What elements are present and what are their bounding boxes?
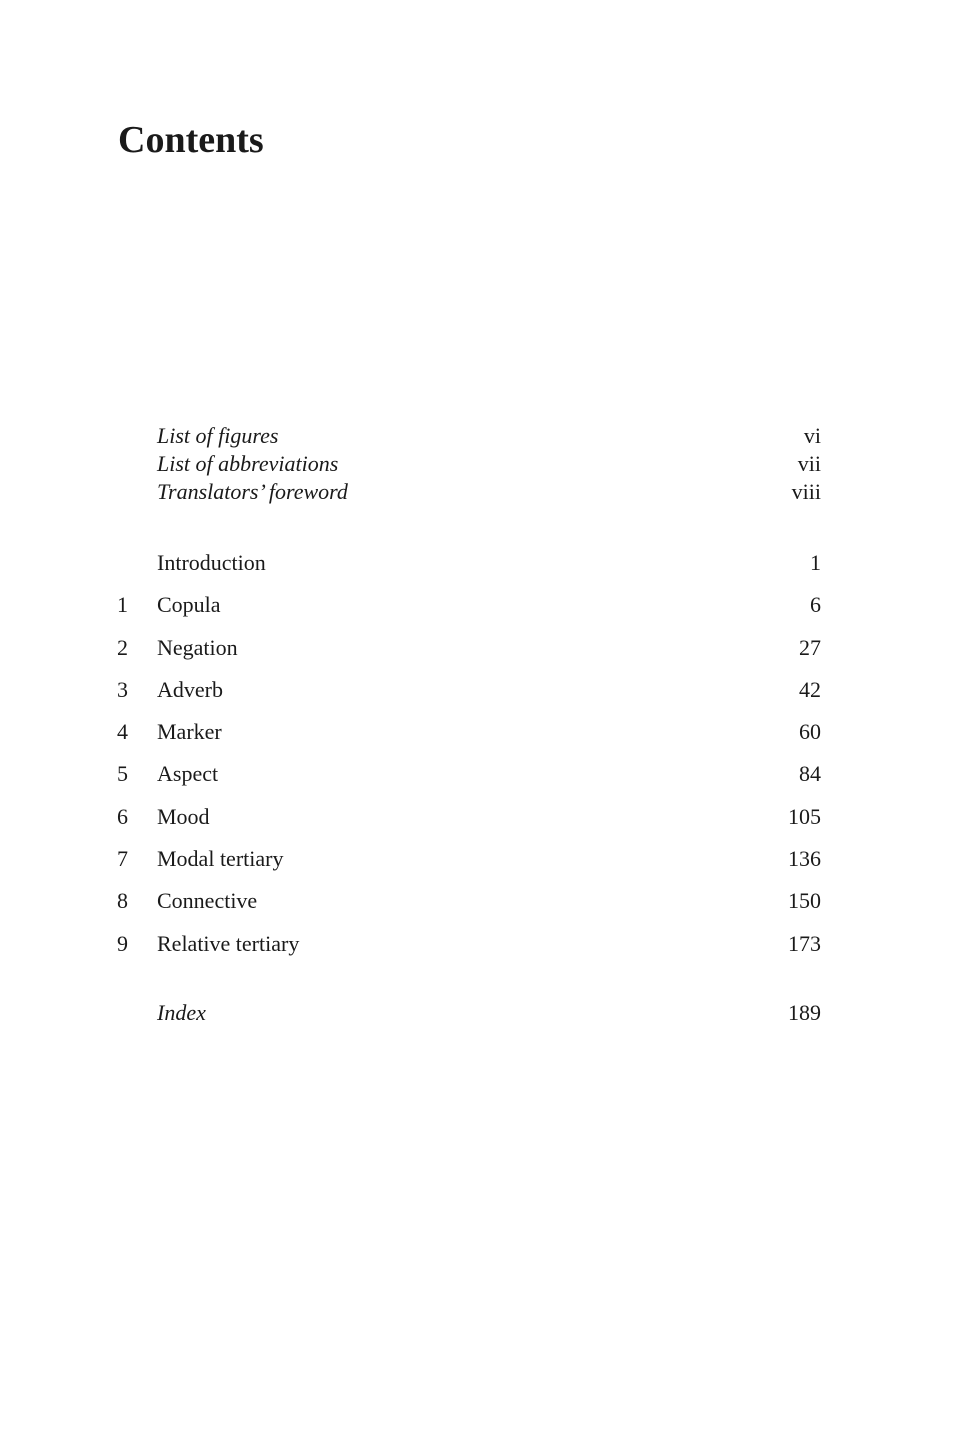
toc-entry-page: 6 [810, 592, 821, 617]
toc-entry-title: Copula [157, 592, 221, 617]
toc-entry-page: vi [803, 423, 821, 448]
toc-entry-number: 7 [117, 846, 128, 871]
toc-entry-number: 3 [117, 677, 128, 702]
toc-entry-page: 42 [799, 677, 821, 702]
toc-entry-page: 189 [788, 1000, 821, 1025]
toc-entry-title: Relative tertiary [157, 931, 300, 956]
toc-entry-chapter-6[interactable] [0, 802, 960, 832]
toc-entry-chapter-1[interactable] [0, 590, 960, 620]
toc-entry-title: List of figures [157, 423, 279, 448]
toc-entry-title: Marker [157, 719, 222, 744]
toc-entry-number: 8 [117, 888, 128, 913]
toc-entry-chapter-8[interactable] [0, 886, 960, 916]
toc-entry-page: 173 [788, 931, 821, 956]
toc-entry-title: Negation [157, 635, 238, 660]
toc-entry-chapter-3[interactable] [0, 675, 960, 705]
toc-entry-title: Adverb [157, 677, 223, 702]
toc-entry-title: Index [157, 1000, 206, 1025]
toc-entry-page: 105 [788, 804, 821, 829]
toc-entry-page: 1 [810, 550, 821, 575]
toc-entry-number: 6 [117, 804, 128, 829]
toc-entry-page: 150 [788, 888, 821, 913]
toc-entry-title: Modal tertiary [157, 846, 284, 871]
toc-entry-chapter-7[interactable] [0, 844, 960, 874]
toc-entry-number: 2 [117, 635, 128, 660]
toc-entry-chapter-2[interactable] [0, 633, 960, 663]
toc-entry-page: 27 [799, 635, 821, 660]
toc-entry-title: Translators’ foreword [157, 479, 348, 504]
page-title: Contents [118, 119, 264, 161]
toc-entry-title: Connective [157, 888, 258, 913]
toc-entry-introduction[interactable] [0, 548, 960, 578]
toc-entry-chapter-9[interactable] [0, 929, 960, 959]
toc-entry-title: Mood [157, 804, 210, 829]
toc-entry-number: 4 [117, 719, 128, 744]
toc-entry-page: vii [797, 451, 821, 476]
toc-entry-list-of-figures[interactable] [0, 421, 960, 451]
toc-entry-title: Introduction [157, 550, 266, 575]
toc-entry-chapter-5[interactable] [0, 759, 960, 789]
toc-entry-list-of-abbreviations[interactable] [0, 449, 960, 479]
toc-entry-title: Aspect [157, 761, 219, 786]
toc-entry-index[interactable] [0, 998, 960, 1028]
toc-entry-title: List of abbreviations [157, 451, 339, 476]
toc-entry-translators-foreword[interactable] [0, 477, 960, 507]
toc-entry-page: 60 [799, 719, 821, 744]
toc-entry-chapter-4[interactable] [0, 717, 960, 747]
toc-entry-page: 84 [799, 761, 821, 786]
toc-entry-page: viii [791, 479, 821, 504]
toc-entry-page: 136 [788, 846, 821, 871]
toc-entry-number: 9 [117, 931, 128, 956]
toc-entry-number: 5 [117, 761, 128, 786]
toc-entry-number: 1 [117, 592, 128, 617]
